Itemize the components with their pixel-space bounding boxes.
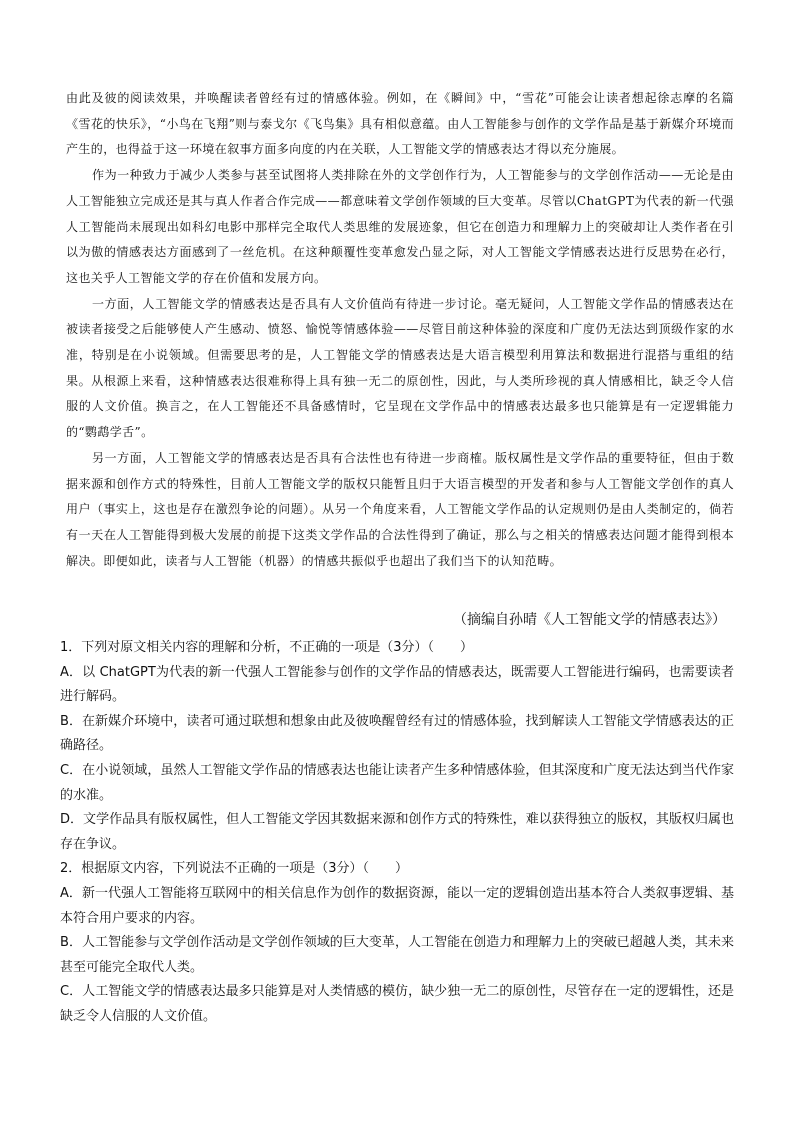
question-option-b: B．在新媒介环境中，读者可通过联想和想象由此及彼唤醒曾经有过的情感体验，找到解读人工智能文学情感表达的正确路径。 bbox=[60, 713, 734, 754]
question-option-d: D．文学作品具有版权属性，但人工智能文学因其数据来源和创作方式的特殊性，难以获得独立的版权，其版权归属也存在争议。 bbox=[60, 812, 734, 852]
question-list bbox=[60, 636, 734, 1030]
passage-paragraph: 另一方面，人工智能文学的情感表达是否具有合法性也有待进一步商榷。版权属性是文学作品的重要特征，但由于数据来源和创作方式的特殊性，目前人工智能文学的版权只能暂且归于大语言模型的开发者和参与人工智能文学创作的真人用户（事实上，这也是存在激烈争论的问题）。从另一个角度来看，人工智能文学作品的认定规则仍是由人类制定的，倘若有一天在人工智能得到极大发展的前提下这类文学作品的合法性得到了确证，那么与之相关的情感表达问题才能得到根本解决。即便如此，读者与人工智能（机器）的情感共振似乎也超出了我们当下的认知范畴。 bbox=[66, 450, 734, 568]
passage-paragraph: 一方面，人工智能文学的情感表达是否具有人文价值尚有待进一步讨论。毫无疑问，人工智能文学作品的情感表达在被读者接受之后能够使人产生感动、愤怒、愉悦等情感体验——尽管目前这种体验的深度和广度仍无法达到顶级作家的水准，特别是在小说领域。但需要思考的是，人工智能文学的情感表达是大语言模型利用算法和数据进行混搭与重组的结果。从根源上来看，这种情感表达很难称得上具有独一无二的原创性，因此，与人类所珍视的真人情感相比，缺乏令人信服的人文价值。换言之，在人工智能还不具备感情时，它呈现在文学作品中的情感表达最多也只能算是有一定逻辑能力的“鹦鹉学舌”。 bbox=[66, 296, 734, 440]
question-option-a: A．以 ChatGPT为代表的新一代强人工智能参与创作的文学作品的情感表达，既需要人工智能进行编码，也需要读者进行解码。 bbox=[60, 664, 734, 705]
reading-passage bbox=[66, 86, 734, 574]
question-option-c: C．在小说领域，虽然人工智能文学作品的情感表达也能让读者产生多种情感体验，但其深度和广度无法达到当代作家的水准。 bbox=[60, 762, 734, 803]
question-option-b: B．人工智能参与文学创作活动是文学创作领域的巨大变革，人工智能在创造力和理解力上的突破已超越人类，其未来甚至可能完全取代人类。 bbox=[60, 935, 734, 975]
question-2 bbox=[60, 857, 734, 1029]
question-option-c: C．人工智能文学的情感表达最多只能算是对人类情感的模仿，缺少独一无二的原创性，尽管存在一定的逻辑性，还是缺乏令人信服的人文价值。 bbox=[60, 984, 734, 1024]
passage-paragraph: 作为一种致力于减少人类参与甚至试图将人类排除在外的文学创作行为，人工智能参与的文学创作活动——无论是由人工智能独立完成还是其与真人作者合作完成——都意味着文学创作领域的巨大变革。尽管以ChatGPT为代表的新一代强人工智能尚未展现出如科幻电影中那样完全取代人类思维的发展迹象，但它在创造力和理解力上的突破却让人类作者在引以为傲的情感表达方面感到了一丝危机。在这种颠覆性变革愈发凸显之际，对人工智能文学情感表达进行反思势在必行，这也关乎人工智能文学的存在价值和发展方向。 bbox=[66, 168, 734, 285]
question-option-a: A．新一代强人工智能将互联网中的相关信息作为创作的数据资源，能以一定的逻辑创造出基本符合人类叙事逻辑、基本符合用户要求的内容。 bbox=[60, 885, 734, 926]
question-stem: 2．根据原文内容，下列说法不正确的一项是（3分）（ ） bbox=[60, 861, 409, 877]
passage-source: （摘编自孙晴《人工智能文学的情感表达》） bbox=[453, 613, 726, 628]
question-stem: 1．下列对原文相关内容的理解和分析，不正确的一项是（3分）（ ） bbox=[60, 640, 474, 655]
passage-paragraph: 由此及彼的阅读效果，并唤醒读者曾经有过的情感体验。例如，在《瞬间》中，“雪花”可能会让读者想起徐志摩的名篇《雪花的快乐》，“小鸟在飞翔”则与泰戈尔《飞鸟集》具有相似意蕴。由人工智能参与创作的文学作品是基于新媒介环境而产生的，也得益于这一环境在叙事方面多向度的内在关联，人工智能文学的情感表达才得以充分施展。 bbox=[66, 91, 734, 157]
question-1 bbox=[60, 636, 734, 857]
